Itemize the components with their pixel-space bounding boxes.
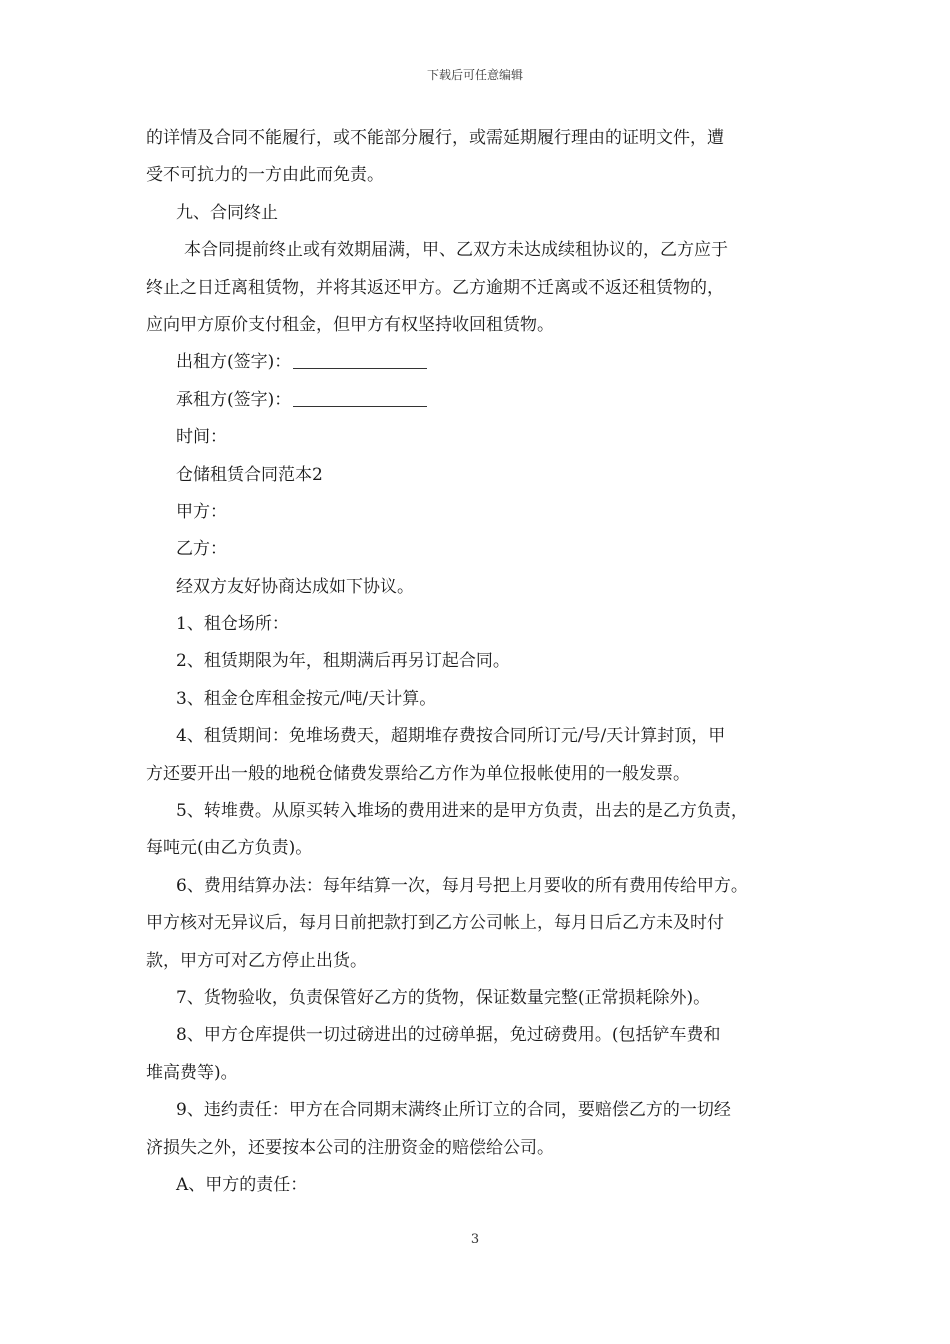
lessor-signature-line [146, 344, 810, 381]
document-body [146, 120, 810, 1204]
paragraph-line: 受不可抗力的一方由此而免责。 [146, 165, 384, 186]
paragraph-line: 应向甲方原价支付租金，但甲方有权坚持收回租赁物。 [146, 314, 554, 335]
clause-line: 7、货物验收，负责保管好乙方的货物，保证数量完整(正常损耗除外)。 [176, 987, 711, 1008]
clause-line: 堆高费等)。 [146, 1062, 238, 1083]
clause-line: 5、转堆费。从原买转入堆场的费用进来的是甲方负责，出去的是乙方负责， [176, 801, 748, 822]
date-line: 时间： [176, 427, 227, 448]
clause-line: 2、租赁期限为年，租期满后再另订起合同。 [176, 651, 510, 672]
party-b-line: 乙方： [176, 539, 227, 560]
paragraph-line: 本合同提前终止或有效期届满，甲、乙双方未达成续租协议的，乙方应于 [184, 240, 728, 261]
paragraph-line: 终止之日迁离租赁物，并将其返还甲方。乙方逾期不迁离或不返还租赁物的， [146, 277, 724, 298]
lessee-signature-line [146, 382, 810, 419]
section-heading: 九、合同终止 [176, 202, 278, 223]
lessor-signature-label: 出租方(签字)： [176, 352, 292, 373]
party-a-line: 甲方： [176, 501, 227, 522]
clause-line: 4、租赁期间：免堆场费天，超期堆存费按合同所订元/号/天计算封顶，甲 [176, 726, 726, 747]
clause-line: 每吨元(由乙方负责)。 [146, 838, 313, 859]
paragraph-line: 经双方友好协商达成如下协议。 [176, 576, 414, 597]
page-number: 3 [470, 1232, 480, 1247]
paragraph-line: 的详情及合同不能履行，或不能部分履行，或需延期履行理由的证明文件，遭 [146, 128, 724, 148]
clause-line: 6、费用结算办法：每年结算一次，每月号把上月要收的所有费用传给甲方。 [176, 875, 748, 896]
clause-line: 9、违约责任：甲方在合同期末满终止所订立的合同，要赔偿乙方的一切经 [176, 1100, 731, 1121]
clause-line: 甲方核对无异议后，每月日前把款打到乙方公司帐上，每月日后乙方未及时付 [146, 913, 724, 934]
clause-line: 3、租金仓库租金按元/吨/天计算。 [176, 688, 437, 709]
lessee-signature-blank [293, 392, 427, 407]
clause-line: 8、甲方仓库提供一切过磅进出的过磅单据，免过磅费用。(包括铲车费和 [176, 1025, 721, 1046]
clause-line: A、甲方的责任： [176, 1174, 308, 1195]
lessor-signature-blank [293, 354, 427, 369]
page-header: 下载后可任意编辑 [426, 68, 523, 82]
clause-line: 1、租仓场所： [176, 614, 289, 635]
clause-line: 济损失之外，还要按本公司的注册资金的赔偿给公司。 [146, 1137, 554, 1158]
contract-template-title: 仓储租赁合同范本2 [176, 464, 323, 485]
lessee-signature-label: 承租方(签字)： [176, 389, 292, 410]
clause-line: 方还要开出一般的地税仓储费发票给乙方作为单位报帐使用的一般发票。 [146, 763, 690, 784]
clause-line: 款，甲方可对乙方停止出货。 [146, 950, 367, 971]
